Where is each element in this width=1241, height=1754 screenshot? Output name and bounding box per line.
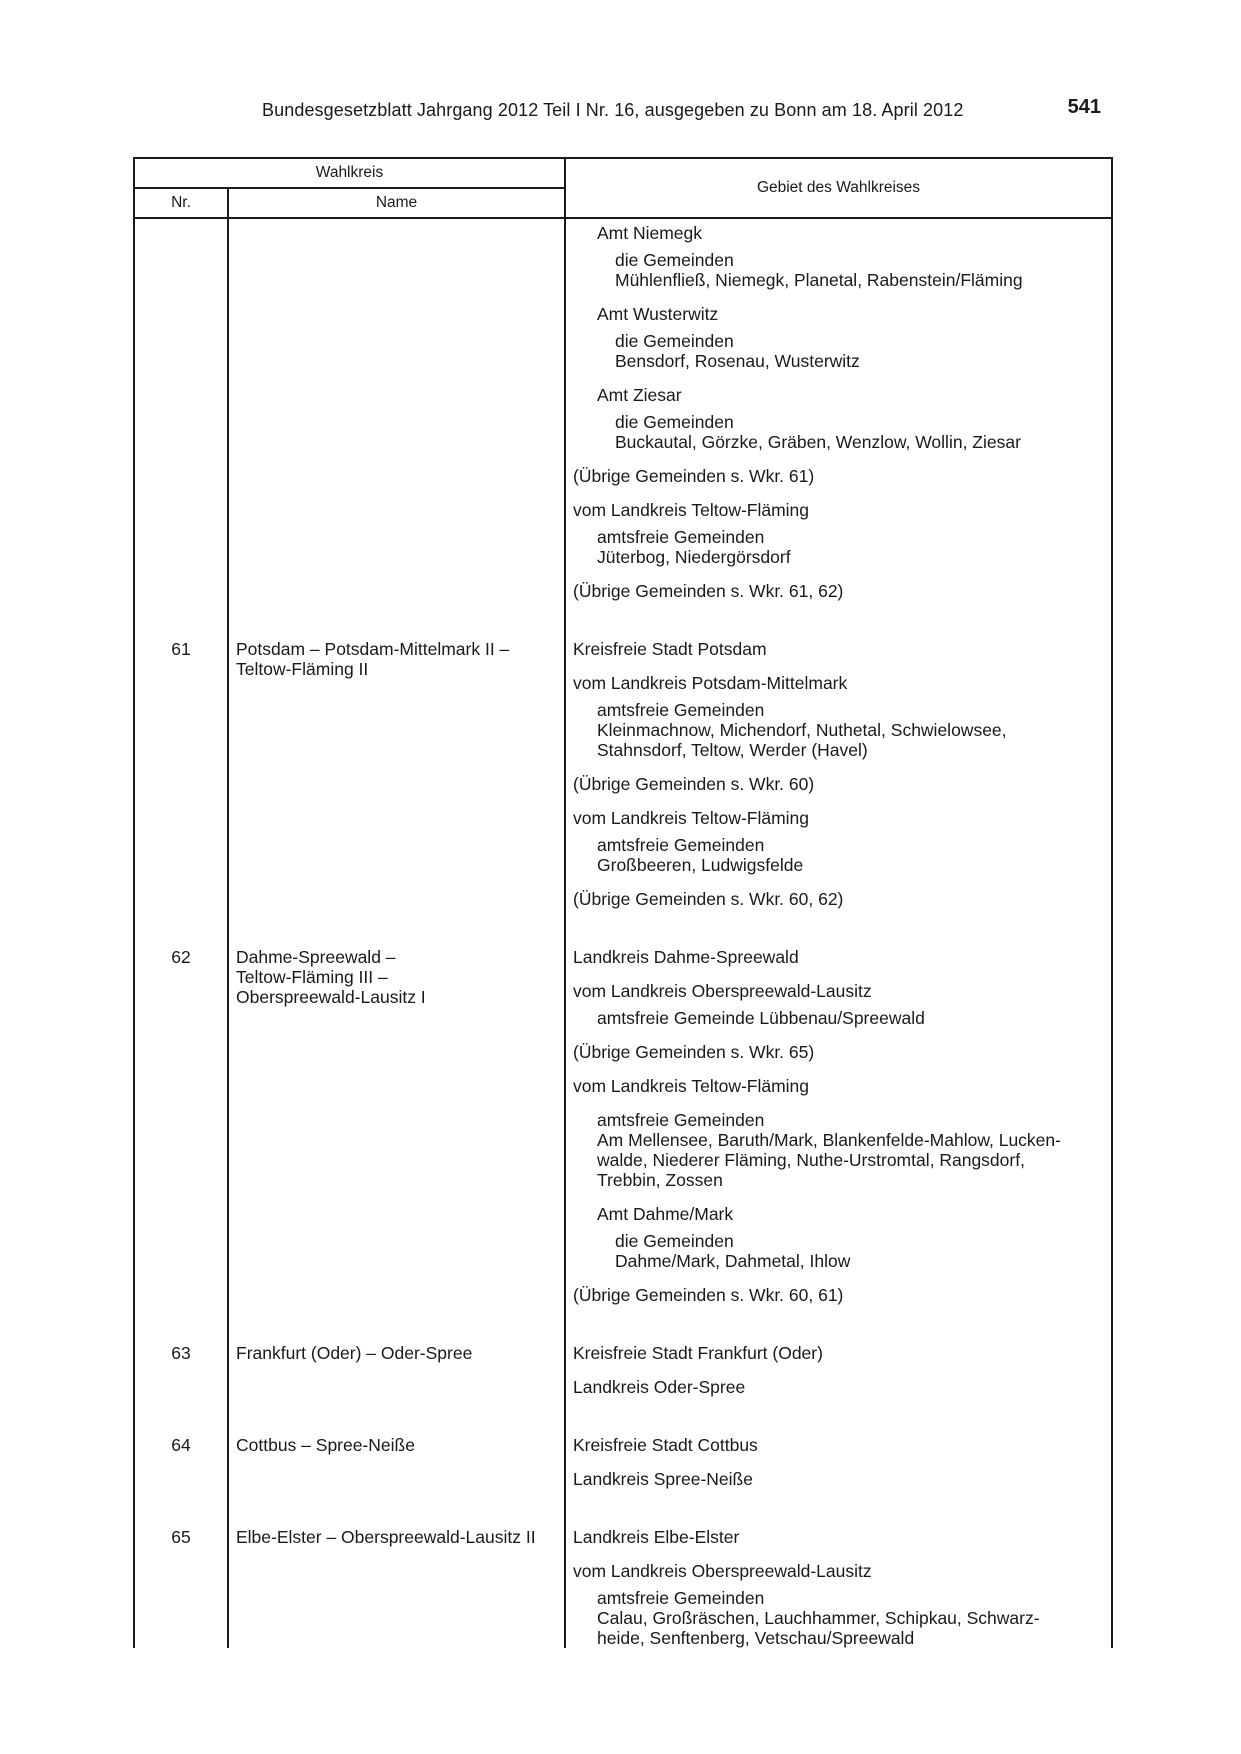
area-line: Landkreis Dahme-Spreewald bbox=[573, 947, 799, 967]
area-line: vom Landkreis Potsdam-Mittelmark bbox=[573, 673, 848, 693]
table-row bbox=[134, 933, 1112, 1329]
header-name: Name bbox=[228, 188, 565, 218]
wahlkreis-nr: 61 bbox=[171, 639, 191, 659]
area-line: Mühlenfließ, Niemegk, Planetal, Rabenstein/Fläming bbox=[615, 270, 1023, 290]
area-line: (Übrige Gemeinden s. Wkr. 60, 61) bbox=[573, 1285, 844, 1305]
area-line: die Gemeinden bbox=[615, 1231, 734, 1251]
name-cell bbox=[228, 1329, 565, 1421]
area-line: (Übrige Gemeinden s. Wkr. 61, 62) bbox=[573, 581, 844, 601]
area-line: Bensdorf, Rosenau, Wusterwitz bbox=[615, 351, 860, 371]
area-line: vom Landkreis Teltow-Fläming bbox=[573, 1076, 810, 1096]
area-line: Stahnsdorf, Teltow, Werder (Havel) bbox=[597, 740, 868, 760]
area-line: die Gemeinden bbox=[615, 250, 734, 270]
name-cell bbox=[228, 625, 565, 933]
area-line: Amt Ziesar bbox=[597, 385, 682, 405]
area-line: die Gemeinden bbox=[615, 412, 734, 432]
wahlkreis-name: Dahme-Spreewald – bbox=[236, 947, 396, 967]
nr-cell bbox=[134, 1329, 228, 1421]
area-line: Jüterbog, Niedergörsdorf bbox=[597, 547, 791, 567]
wahlkreis-nr: 64 bbox=[171, 1435, 191, 1455]
wahlkreis-name: Potsdam – Potsdam-Mittelmark II – bbox=[236, 639, 510, 659]
wahlkreis-nr: 62 bbox=[171, 947, 191, 967]
nr-cell bbox=[134, 625, 228, 933]
area-line: Calau, Großräschen, Lauchhammer, Schipkau, Schwarz- bbox=[597, 1608, 1040, 1628]
area-line: (Übrige Gemeinden s. Wkr. 61) bbox=[573, 466, 815, 486]
area-cell bbox=[565, 218, 1112, 625]
area-cell bbox=[565, 1421, 1112, 1513]
page-header bbox=[0, 96, 1241, 130]
name-cell bbox=[228, 933, 565, 1329]
area-line: walde, Niederer Fläming, Nuthe-Urstromtal, Rangsdorf, bbox=[597, 1150, 1025, 1170]
header-gebiet: Gebiet des Wahlkreises bbox=[565, 158, 1112, 218]
area-line: Landkreis Spree-Neiße bbox=[573, 1469, 753, 1489]
area-line: Kreisfreie Stadt Potsdam bbox=[573, 639, 767, 659]
wahlkreis-name: Teltow-Fläming II bbox=[236, 659, 369, 679]
area-line: Kreisfreie Stadt Frankfurt (Oder) bbox=[573, 1343, 823, 1363]
area-line: amtsfreie Gemeinden bbox=[597, 1588, 765, 1608]
area-line: Trebbin, Zossen bbox=[597, 1170, 723, 1190]
name-cell bbox=[228, 1421, 565, 1513]
area-line: (Übrige Gemeinden s. Wkr. 65) bbox=[573, 1042, 815, 1062]
table-row bbox=[134, 218, 1112, 625]
area-line: amtsfreie Gemeinden bbox=[597, 527, 765, 547]
area-cell bbox=[565, 1329, 1112, 1421]
area-cell bbox=[565, 933, 1112, 1329]
area-line: amtsfreie Gemeinden bbox=[597, 700, 765, 720]
area-line: Amt Niemegk bbox=[597, 223, 703, 243]
nr-cell bbox=[134, 1421, 228, 1513]
area-line: Landkreis Oder-Spree bbox=[573, 1377, 746, 1397]
area-line: Am Mellensee, Baruth/Mark, Blankenfelde-Mahlow, Lucken- bbox=[597, 1130, 1061, 1150]
table-row bbox=[134, 1421, 1112, 1513]
name-cell bbox=[228, 218, 565, 625]
header-wahlkreis: Wahlkreis bbox=[134, 158, 565, 188]
area-line: die Gemeinden bbox=[615, 331, 734, 351]
name-cell bbox=[228, 1513, 565, 1648]
area-line: Landkreis Elbe-Elster bbox=[573, 1527, 740, 1547]
nr-cell bbox=[134, 218, 228, 625]
area-line: Dahme/Mark, Dahmetal, Ihlow bbox=[615, 1251, 851, 1271]
area-cell bbox=[565, 1513, 1112, 1648]
area-line: amtsfreie Gemeinde Lübbenau/Spreewald bbox=[597, 1008, 925, 1028]
area-line: vom Landkreis Oberspreewald-Lausitz bbox=[573, 1561, 872, 1581]
area-line: heide, Senftenberg, Vetschau/Spreewald bbox=[597, 1628, 915, 1648]
wahlkreis-nr: 65 bbox=[171, 1527, 191, 1547]
wahlkreis-name: Teltow-Fläming III – bbox=[236, 967, 388, 987]
nr-cell bbox=[134, 1513, 228, 1648]
area-line: vom Landkreis Teltow-Fläming bbox=[573, 808, 810, 828]
area-line: Kleinmachnow, Michendorf, Nuthetal, Schwielowsee, bbox=[597, 720, 1007, 740]
area-line: Buckautal, Görzke, Gräben, Wenzlow, Wollin, Ziesar bbox=[615, 432, 1021, 452]
area-line: Amt Dahme/Mark bbox=[597, 1204, 734, 1224]
wahlkreis-name: Cottbus – Spree-Neiße bbox=[236, 1435, 415, 1455]
page-number: 541 bbox=[1067, 96, 1101, 118]
area-cell bbox=[565, 625, 1112, 933]
area-line: amtsfreie Gemeinden bbox=[597, 1110, 765, 1130]
wahlkreis-name: Elbe-Elster – Oberspreewald-Lausitz II bbox=[236, 1527, 536, 1547]
area-line: Kreisfreie Stadt Cottbus bbox=[573, 1435, 758, 1455]
wahlkreis-name: Frankfurt (Oder) – Oder-Spree bbox=[236, 1343, 473, 1363]
area-line: vom Landkreis Oberspreewald-Lausitz bbox=[573, 981, 872, 1001]
nr-cell bbox=[134, 933, 228, 1329]
header-nr: Nr. bbox=[134, 188, 228, 218]
header-text: Bundesgesetzblatt Jahrgang 2012 Teil I Nr. 16, ausgegeben zu Bonn am 18. April 2012 bbox=[262, 100, 964, 120]
wahlkreis-nr: 63 bbox=[171, 1343, 191, 1363]
wahlkreis-table bbox=[133, 157, 1111, 1648]
area-line: (Übrige Gemeinden s. Wkr. 60) bbox=[573, 774, 815, 794]
area-line: amtsfreie Gemeinden bbox=[597, 835, 765, 855]
table-row bbox=[134, 625, 1112, 933]
table-row bbox=[134, 1329, 1112, 1421]
wahlkreis-name: Oberspreewald-Lausitz I bbox=[236, 987, 426, 1007]
area-line: (Übrige Gemeinden s. Wkr. 60, 62) bbox=[573, 889, 844, 909]
area-line: Amt Wusterwitz bbox=[597, 304, 719, 324]
table-row bbox=[134, 1513, 1112, 1648]
area-line: Großbeeren, Ludwigsfelde bbox=[597, 855, 804, 875]
area-line: vom Landkreis Teltow-Fläming bbox=[573, 500, 810, 520]
